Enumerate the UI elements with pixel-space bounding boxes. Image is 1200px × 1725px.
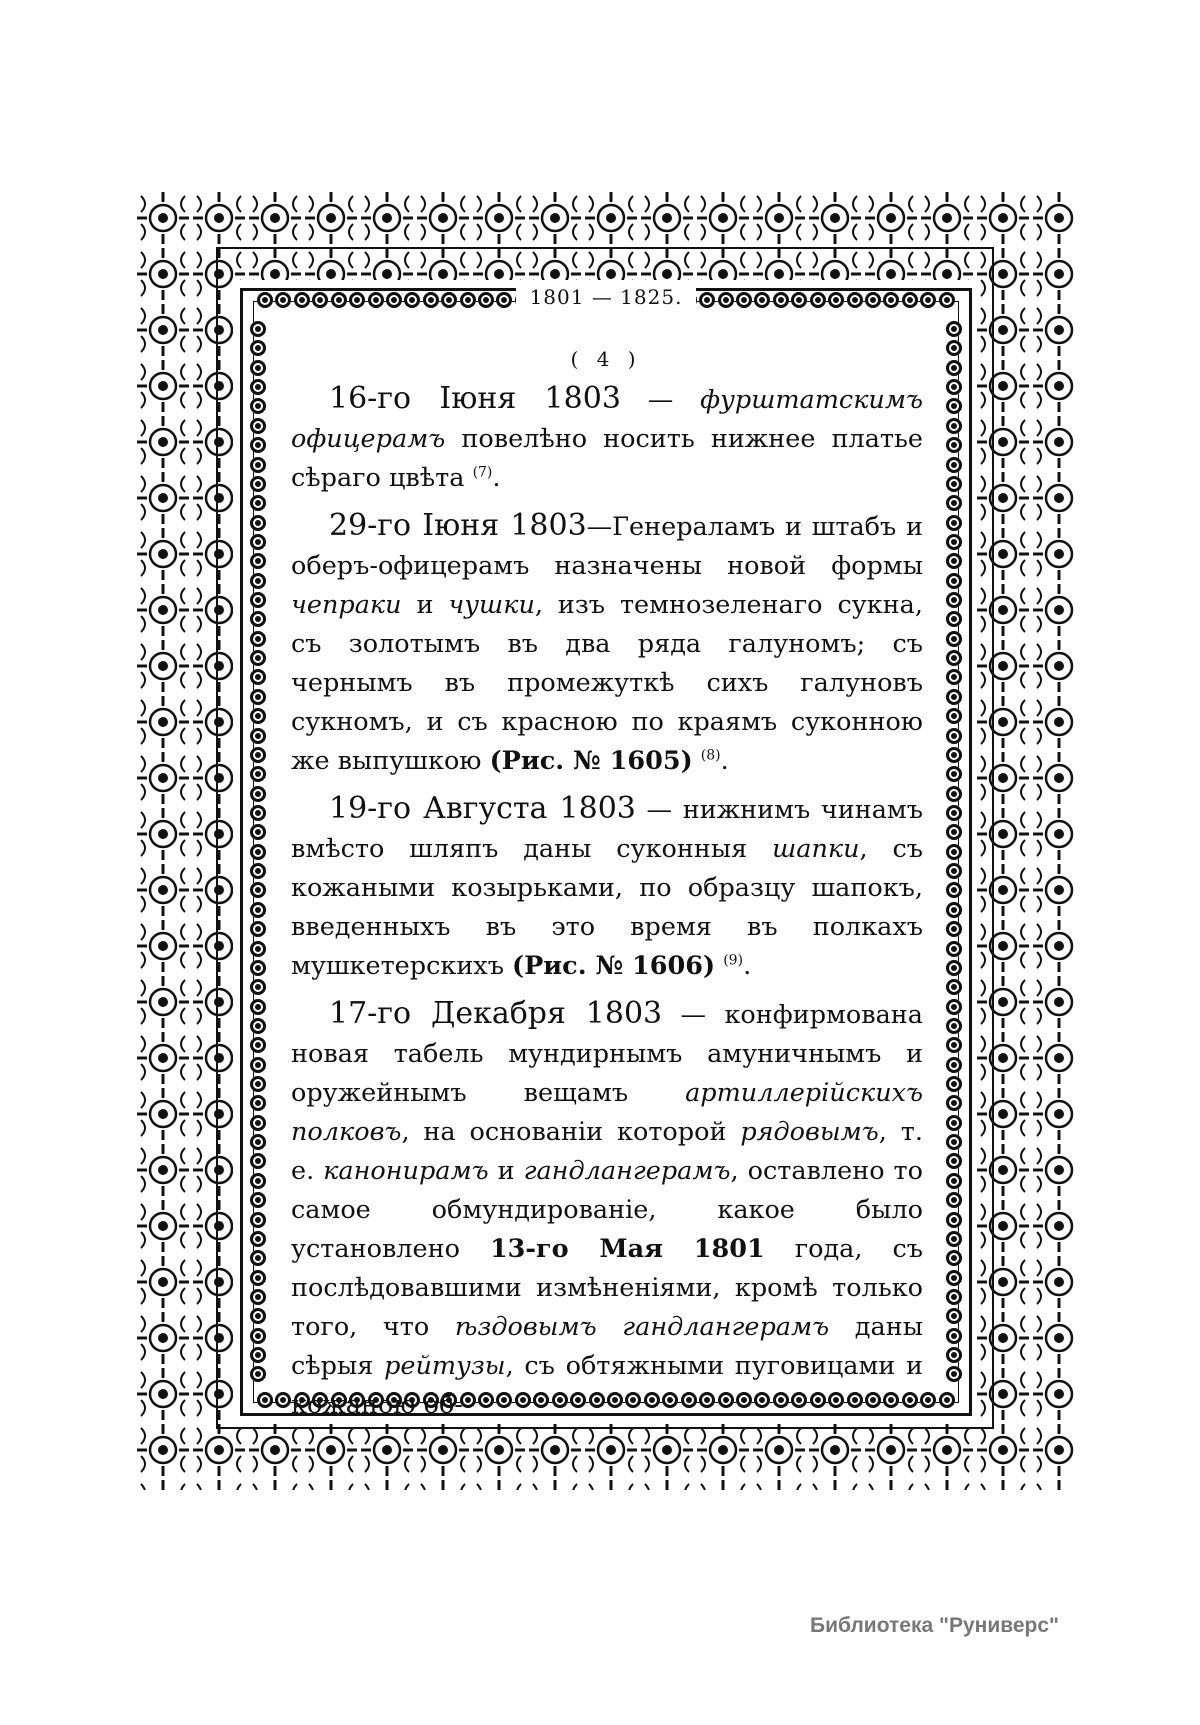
bead-ornament	[250, 476, 266, 492]
bead-ornament	[250, 728, 266, 744]
bead-ornament	[946, 766, 962, 782]
bead-ornament	[946, 1270, 962, 1286]
bead-ornament	[946, 669, 962, 685]
text-run: , на основаніи которой	[401, 1117, 741, 1147]
text-run: —Генераламъ и штабъ и оберъ-офицерамъ назначены новой формы	[291, 512, 923, 581]
bead-ornament	[250, 1328, 266, 1344]
text-run: .	[492, 463, 501, 493]
bead-ornament	[250, 824, 266, 840]
bead-ornament	[250, 321, 266, 337]
bead-ornament	[946, 418, 962, 434]
text-run: —	[620, 385, 701, 415]
text-run: , т. е.	[291, 1117, 923, 1186]
bead-ornament	[946, 1037, 962, 1053]
bead-ornament	[250, 669, 266, 685]
bead-border-right	[943, 321, 965, 1383]
bead-ornament	[946, 960, 962, 976]
italic-term: рейтузы	[384, 1351, 506, 1381]
bead-ornament	[946, 592, 962, 608]
running-head-text: 1801 — 1825.	[516, 285, 697, 309]
bead-ornament	[250, 1308, 266, 1324]
bead-ornament	[946, 1366, 962, 1382]
bead-ornament	[946, 1212, 962, 1228]
text-run	[715, 951, 723, 981]
bead-ornament	[250, 1037, 266, 1053]
italic-term: канонирамъ	[323, 1156, 489, 1186]
bead-ornament	[946, 844, 962, 860]
bead-ornament	[250, 1076, 266, 1092]
italic-term: фурштатскимъ офицерамъ	[291, 385, 923, 454]
bead-ornament	[250, 979, 266, 995]
bead-ornament	[946, 1328, 962, 1344]
paragraph-date: 19-го Августа 1803	[329, 791, 636, 826]
bead-ornament	[250, 1212, 266, 1228]
bead-ornament	[250, 766, 266, 782]
paragraph-date: 29-го Іюня 1803	[329, 508, 587, 543]
text-run: (Рис. № 1606)	[512, 951, 716, 981]
bead-ornament	[250, 437, 266, 453]
paragraph	[291, 506, 923, 781]
bead-ornament	[946, 534, 962, 550]
bead-ornament	[946, 747, 962, 763]
bead-ornament	[946, 1134, 962, 1150]
italic-term: артиллерійскихъ полковъ	[291, 1078, 923, 1147]
bead-ornament	[250, 1347, 266, 1363]
bead-ornament	[250, 805, 266, 821]
body-text	[291, 379, 923, 1420]
text-run: и	[401, 590, 449, 620]
text-run: повелѣно носить нижнее платье сѣраго цвѣта	[291, 424, 923, 493]
paragraph-date: 16-го Іюня 1803	[329, 381, 621, 416]
bead-ornament	[946, 1289, 962, 1305]
italic-term: шапки	[772, 834, 860, 864]
bead-ornament	[946, 882, 962, 898]
bead-ornament	[946, 1057, 962, 1073]
bead-ornament	[946, 437, 962, 453]
bead-ornament	[250, 863, 266, 879]
bead-ornament	[250, 1270, 266, 1286]
text-run	[693, 746, 701, 776]
footnote-ref: (7)	[472, 464, 493, 481]
bead-ornament	[946, 805, 962, 821]
bead-ornament	[275, 1392, 291, 1408]
bead-ornament	[946, 941, 962, 957]
bead-ornament	[946, 689, 962, 705]
text-run: — нижнимъ чинамъ вмѣсто шляпъ даны суконныя	[291, 795, 923, 864]
bead-ornament	[257, 1392, 273, 1408]
bead-ornament	[250, 418, 266, 434]
italic-term: ѣздовымъ гандлангерамъ	[454, 1312, 830, 1342]
bead-ornament	[946, 1115, 962, 1131]
bead-ornament	[946, 476, 962, 492]
bead-ornament	[250, 1366, 266, 1382]
bead-ornament	[946, 1347, 962, 1363]
bead-ornament	[946, 573, 962, 589]
footnote-ref: (9)	[723, 952, 744, 969]
bead-border-left	[247, 321, 269, 1383]
italic-term: чепраки	[291, 590, 402, 620]
text-run: , съ кожаными козырьками, по образцу шапокъ, введенныхъ въ это время въ полкахъ мушкетерскихъ	[291, 834, 923, 981]
bead-ornament	[946, 1192, 962, 1208]
bead-ornament	[946, 1153, 962, 1169]
bead-ornament	[946, 1018, 962, 1034]
bead-ornament	[946, 1076, 962, 1092]
bead-ornament	[946, 650, 962, 666]
text-run: — конфирмована новая табель мундирнымъ амуничнымъ и оружейнымъ вещамъ	[291, 1000, 923, 1108]
bead-ornament	[946, 321, 962, 337]
text-run: .	[743, 951, 752, 981]
italic-term: гандлангерамъ	[523, 1156, 731, 1186]
bead-ornament	[250, 1192, 266, 1208]
bead-ornament	[946, 611, 962, 627]
bead-ornament	[250, 747, 266, 763]
bead-ornament	[250, 882, 266, 898]
bead-ornament	[250, 999, 266, 1015]
bead-ornament	[250, 379, 266, 395]
page-number: ( 4 )	[570, 347, 642, 371]
bead-ornament	[250, 592, 266, 608]
bead-ornament	[250, 1095, 266, 1111]
bead-ornament	[946, 457, 962, 473]
paragraph	[291, 789, 923, 986]
paragraph	[291, 994, 923, 1425]
bead-ornament	[946, 1308, 962, 1324]
text-frame	[240, 285, 972, 1420]
text-run: (Рис. № 1605)	[489, 746, 693, 776]
bead-ornament	[946, 824, 962, 840]
bead-ornament	[946, 786, 962, 802]
bead-ornament	[250, 786, 266, 802]
text-run: года, съ послѣдовавшими измѣненіями, кромѣ только того, что	[291, 1234, 923, 1342]
text-run: , оставлено то самое обмундированіе, какое было установлено	[291, 1156, 923, 1264]
bead-ornament	[250, 921, 266, 937]
bead-ornament	[250, 708, 266, 724]
bead-ornament	[946, 515, 962, 531]
italic-term: рядовымъ	[740, 1117, 879, 1147]
bead-ornament	[250, 495, 266, 511]
bead-ornament	[250, 515, 266, 531]
bead-ornament	[250, 398, 266, 414]
bead-ornament	[946, 863, 962, 879]
bead-ornament	[250, 631, 266, 647]
bead-ornament	[946, 553, 962, 569]
bead-ornament	[250, 1115, 266, 1131]
bead-ornament	[250, 650, 266, 666]
footnote-ref: (8)	[700, 747, 721, 764]
bead-ornament	[250, 1231, 266, 1247]
bead-ornament	[946, 1173, 962, 1189]
bead-ornament	[250, 553, 266, 569]
bead-ornament	[946, 999, 962, 1015]
bead-ornament	[946, 379, 962, 395]
bead-ornament	[250, 1173, 266, 1189]
paragraph-date: 17-го Декабря 1803	[329, 996, 663, 1031]
bead-ornament	[250, 573, 266, 589]
bead-ornament	[250, 1134, 266, 1150]
bead-ornament	[946, 902, 962, 918]
bead-ornament	[946, 979, 962, 995]
bead-ornament	[250, 1018, 266, 1034]
library-watermark: Библиотека "Руниверс"	[810, 1614, 1060, 1637]
bead-ornament	[250, 902, 266, 918]
text-run: , съ обтяжными пуговицами и кожаною об-	[291, 1351, 923, 1420]
text-run: , изъ темнозеленаго сукна, съ золотымъ въ два ряда галуномъ; съ чернымъ въ промежуткѣ сихъ галуновъ сукномъ, и съ красною по краямъ суконною же выпушкою	[291, 590, 923, 776]
bead-ornament	[946, 495, 962, 511]
bead-ornament	[250, 1289, 266, 1305]
paragraph	[291, 379, 923, 498]
bead-ornament	[250, 1057, 266, 1073]
bead-ornament	[250, 689, 266, 705]
text-run: 13-го Мая 1801	[489, 1234, 765, 1264]
bead-ornament	[946, 921, 962, 937]
text-run: даны сѣрыя	[291, 1312, 923, 1381]
bead-ornament	[250, 960, 266, 976]
bead-ornament	[250, 844, 266, 860]
bead-ornament	[946, 708, 962, 724]
bead-ornament	[250, 534, 266, 550]
bead-ornament	[250, 611, 266, 627]
bead-ornament	[946, 398, 962, 414]
bead-ornament	[250, 1250, 266, 1266]
text-run: и	[488, 1156, 524, 1186]
bead-ornament	[250, 457, 266, 473]
bead-ornament	[946, 728, 962, 744]
bead-ornament	[946, 631, 962, 647]
bead-ornament	[250, 1153, 266, 1169]
bead-ornament	[939, 1392, 955, 1408]
bead-ornament	[946, 1231, 962, 1247]
bead-ornament	[946, 1250, 962, 1266]
bead-ornament	[250, 941, 266, 957]
italic-term: чушки	[448, 590, 535, 620]
running-head	[243, 285, 969, 313]
text-run: .	[720, 746, 729, 776]
bead-ornament	[946, 1095, 962, 1111]
